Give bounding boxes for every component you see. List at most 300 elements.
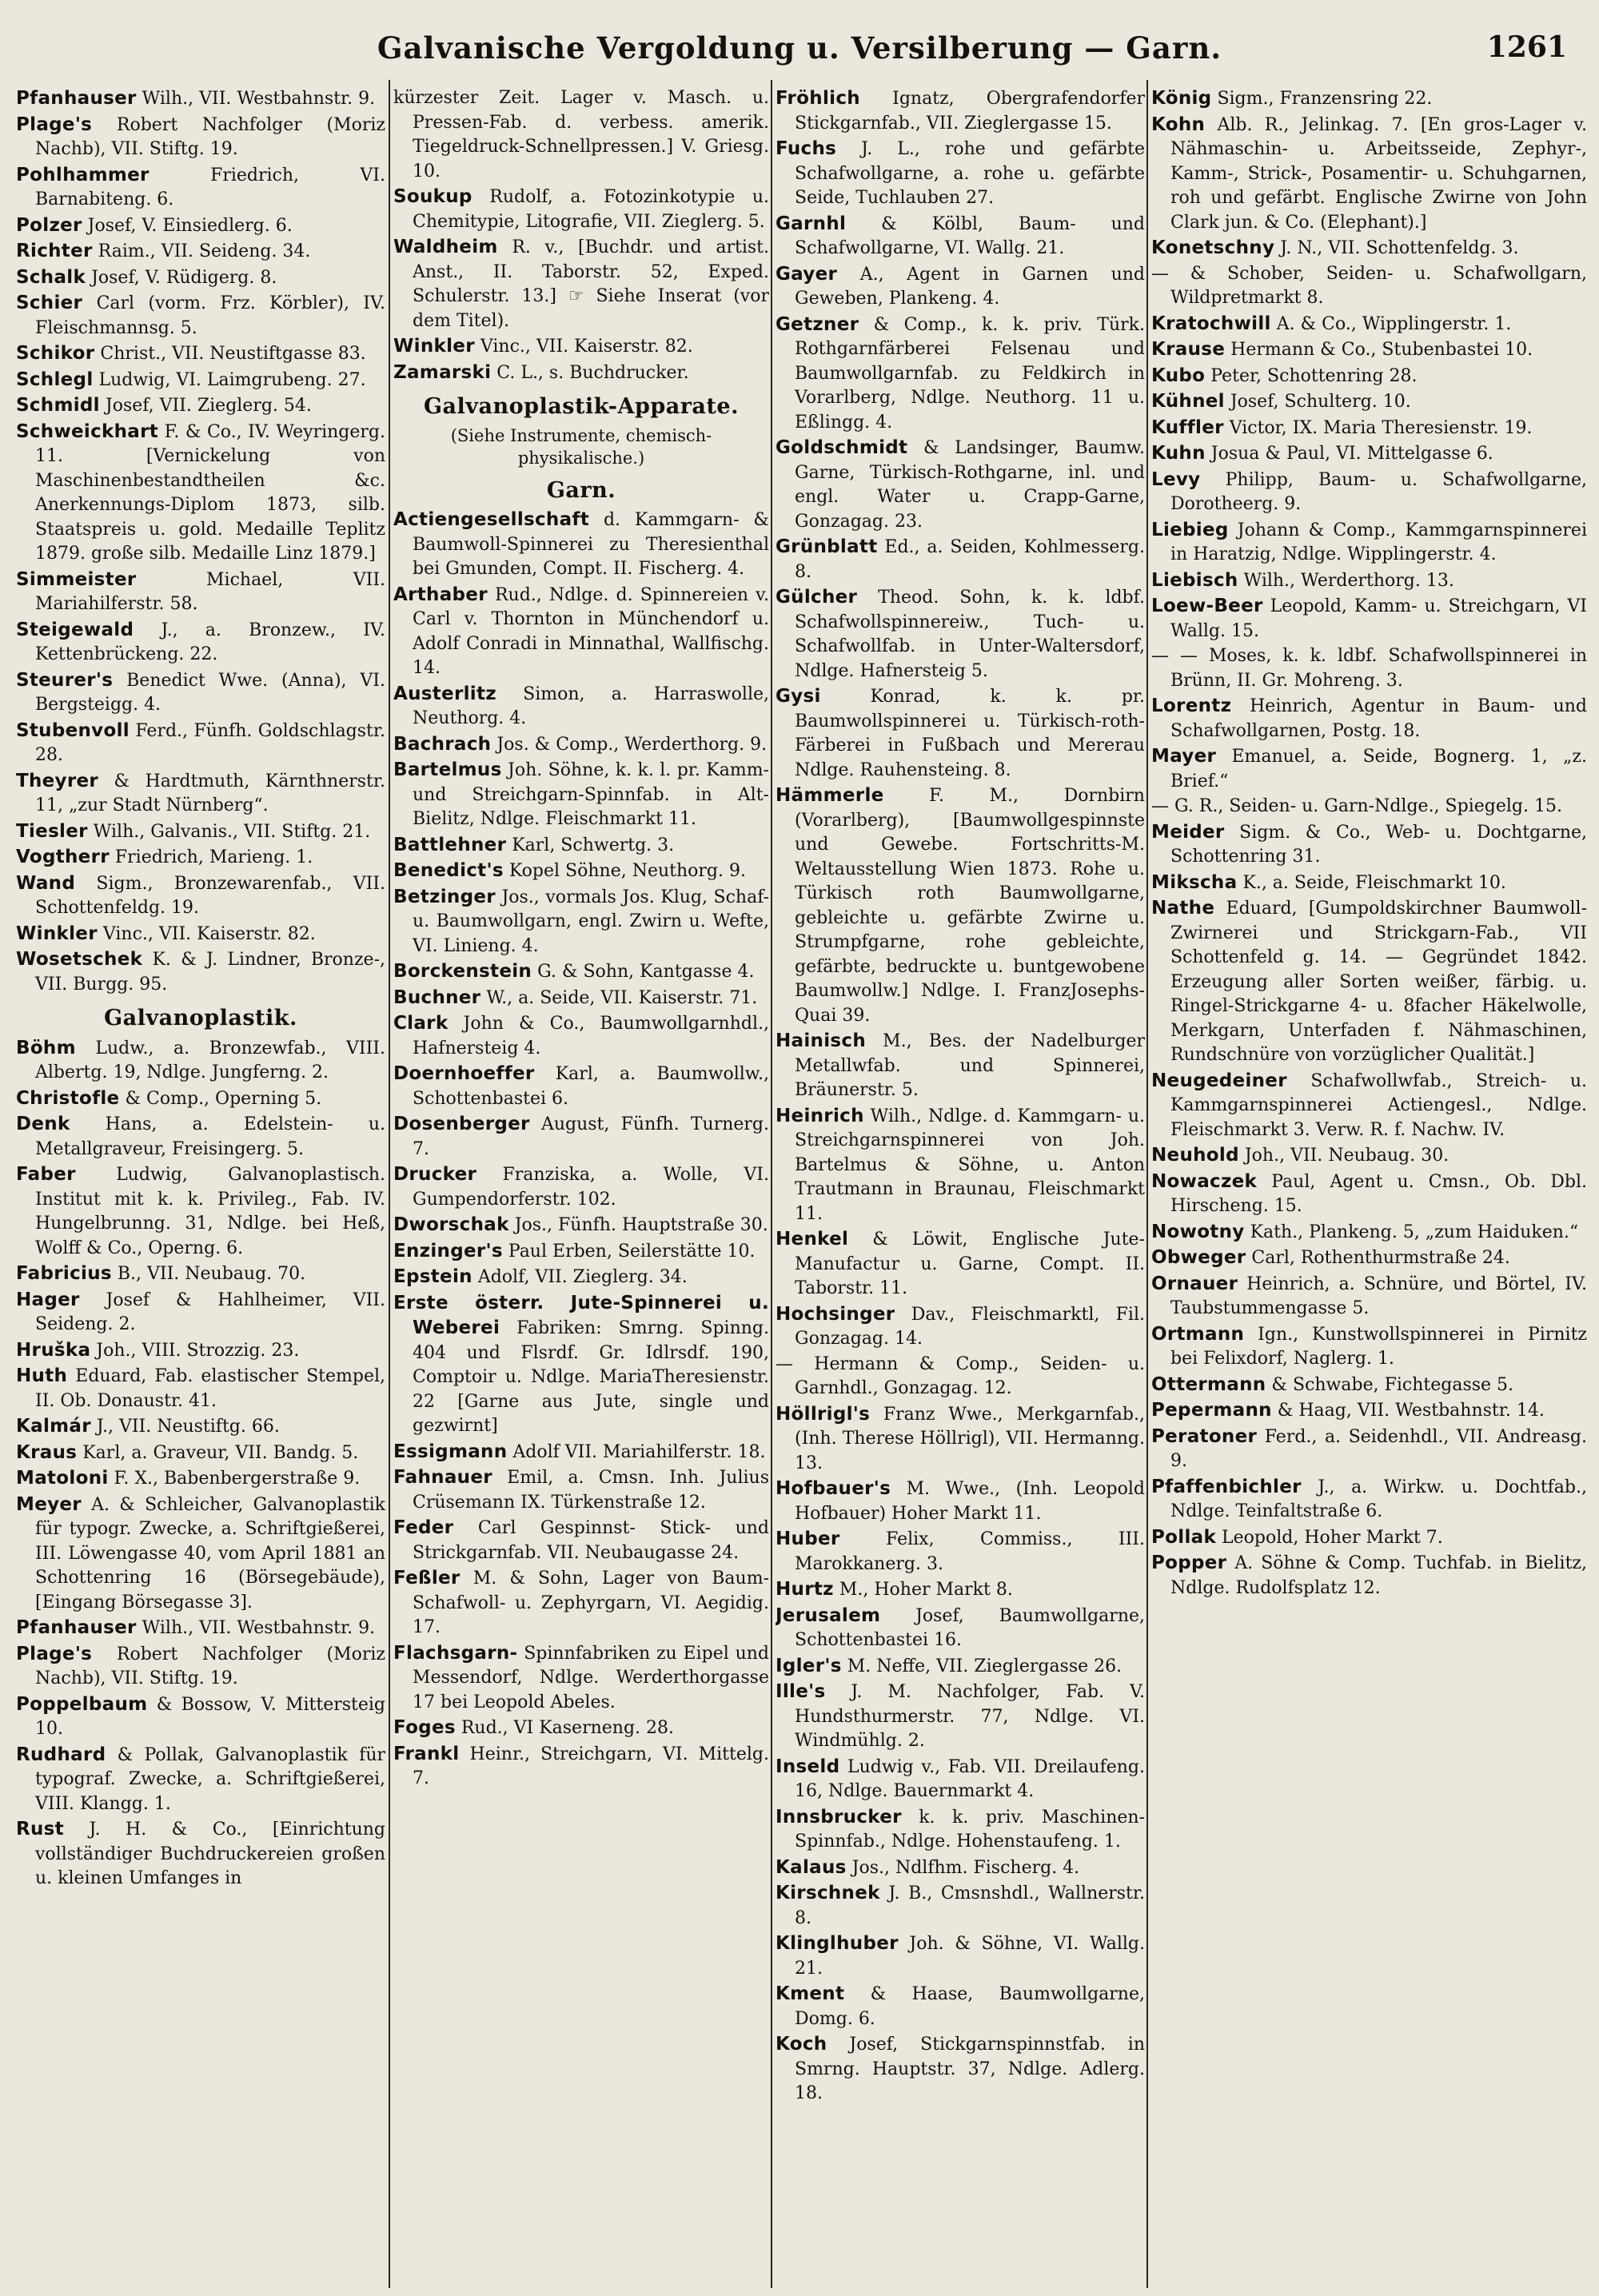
entry-name: Denk (16, 1114, 70, 1134)
entry-name: Plage's (16, 114, 93, 135)
entry-details: F. M., Dornbirn (Vorarlberg), [Baumwollgespinnste und Gewebe. Fortschritts-M. Weltausstellung Wien 1873. Rohe u. Türkisch roth Baumwollgarne, gebleichte u. gefärbte Zwirne u. Strumpfgarne, rohe gebleichte, gefärbte, bedruckte u. buntgewobene Baumwollw.] Ndlge. I. FranzJosephs-Quai 39. (795, 786, 1145, 1026)
entry-details: K., a. Seide, Fleischmarkt 10. (1242, 872, 1506, 893)
entry-details: Joh., VIII. Strozzig. 23. (96, 1340, 300, 1361)
entry-name: Enzinger's (393, 1240, 503, 1262)
directory-entry (393, 859, 769, 884)
entry-name: Doernhoeffer (393, 1063, 535, 1084)
entry-details: Ignatz, Obergrafendorfer Stickgarnfab., VII. Zieglergasse 15. (795, 89, 1145, 134)
entry-details: Ludw., a. Bronzewfab., VIII. Albertg. 19, Ndlge. Jungferng. 2. (35, 1038, 385, 1082)
entry-details: d. Kammgarn- & Baumwoll-Spinnerei zu Theresienthal bei Gmunden, Compt. II. Fischerg. 4. (413, 510, 769, 579)
entry-name: Pepermann (1151, 1400, 1272, 1421)
page-title: Galvanische Vergoldung u. Versilberung — Garn. (377, 30, 1222, 66)
entry-name: König (1151, 88, 1212, 109)
entry-name: Krause (1151, 339, 1226, 360)
entry-details: Ludwig, Galvanoplastisch. Institut mit k. k. Privileg., Fab. IV. Hungelbrunng. 31, Ndlge. bei Heß, Wolff & Co., Operng. 6. (35, 1165, 385, 1258)
directory-entry (16, 1466, 385, 1492)
directory-entry (1151, 1322, 1587, 1372)
directory-entry (393, 1162, 769, 1212)
page-header (0, 27, 1599, 67)
directory-entry (1151, 441, 1587, 467)
entry-details: Eduard, [Gumpoldskirchner Baumwoll-Zwirnerei und Strickgarn-Fab., VII Schottenfeld g. 14. — Gegründet 1842. Erzeugung aller Sorten weißer, färbig. u. Ringel-Strickgarne 4- u. 8facher Häkelwolle, Merkgarn, Unterfaden f. Nähmaschinen, Rundschnüre von vorzüglicher Qualität.] (1170, 899, 1587, 1065)
entry-details: August, Fünfh. Turnerg. 7. (413, 1114, 769, 1159)
entry-details: Josef & Hahlheimer, VII. Seideng. 2. (35, 1290, 385, 1334)
directory-entry (16, 1112, 385, 1162)
directory-entry (393, 986, 769, 1011)
directory-entry (776, 1604, 1145, 1653)
section-heading: Galvanoplastik. (104, 1006, 297, 1030)
entry-details: M. & Sohn, Lager von Baum- Schafwoll- u. Zephyrgarn, VI. Aegidig. 17. (413, 1569, 769, 1637)
entry-name: Kirschnek (776, 1883, 880, 1903)
entry-details: M., Hoher Markt 8. (839, 1580, 1013, 1600)
directory-entry (1151, 86, 1587, 112)
entry-name: Mayer (1151, 746, 1217, 767)
entry-name: Wand (16, 872, 76, 894)
entry-name: Poppelbaum (16, 1693, 148, 1715)
directory-entry (16, 1162, 385, 1261)
entry-name: Christofle (16, 1087, 120, 1109)
directory-entry (776, 1856, 1145, 1881)
directory-entry (16, 113, 385, 162)
entry-name: Faber (16, 1164, 76, 1185)
column-4 (1151, 86, 1587, 2285)
entry-details: Eduard, Fab. elastischer Stempel, II. Ob. Donaustr. 41. (35, 1366, 385, 1411)
entry-details: Johann & Comp., Kammgarnspinnerei in Haratzig, Ndlge. Wipplingerstr. 4. (1170, 520, 1587, 564)
directory-entry (1151, 1143, 1587, 1169)
directory-entry (393, 1112, 769, 1162)
entry-details: Josef, VII. Zieglerg. 54. (105, 396, 312, 416)
entry-name: Fuchs (776, 138, 837, 159)
entry-details: Paul Erben, Seilerstätte 10. (508, 1241, 756, 1262)
entry-name: Höllrigl's (776, 1403, 871, 1425)
entry-name: Drucker (393, 1164, 477, 1185)
entry-name: Grünblatt (776, 536, 878, 557)
directory-entry (1151, 644, 1587, 693)
directory-entry (776, 137, 1145, 211)
entry-details: Philipp, Baum- u. Schafwollgarne, Dorotheerg. 9. (1170, 469, 1587, 514)
entry-name: Neugedeiner (1151, 1070, 1287, 1091)
entry-details: Carl Gespinnst- Stick- und Strickgarnfab. VII. Neubaugasse 24. (413, 1518, 769, 1563)
directory-entry (393, 758, 769, 832)
entry-details: Emil, a. Cmsn. Inh. Julius Crüsemann IX. Türkenstraße 12. (413, 1468, 769, 1513)
directory-entry (776, 1982, 1145, 2031)
entry-details: Felix, Commiss., III. Marokkanerg. 3. (795, 1529, 1145, 1574)
entry-details: Jos. & Comp., Werderthorg. 9. (496, 734, 768, 755)
entry-details: Sigm., Franzensring 22. (1217, 89, 1433, 109)
directory-entry (16, 1364, 385, 1413)
directory-entry (393, 885, 769, 959)
entry-name: Loew-Beer (1151, 596, 1263, 616)
entry-name: Inseld (776, 1756, 840, 1777)
entry-details: & Haag, VII. Westbahnstr. 14. (1277, 1401, 1545, 1421)
entry-name: Waldheim (393, 237, 498, 257)
entry-name: Gysi (776, 686, 821, 707)
entry-details: Rudolf, a. Fotozinkotypie u. Chemitypie, Litografie, VII. Zieglerg. 5. (413, 187, 769, 232)
section-heading: Garn. (546, 477, 616, 503)
directory-entry (16, 947, 385, 997)
directory-entry (1151, 337, 1587, 363)
directory-entry (393, 334, 769, 360)
entry-details: Heinrich, Agentur in Baum- und Schafwollgarnen, Postg. 18. (1170, 696, 1587, 741)
directory-entry (1151, 1170, 1587, 1219)
directory-entry (393, 833, 769, 859)
entry-name: Henkel (776, 1229, 849, 1250)
directory-entry (1151, 113, 1587, 236)
entry-details: — G. R., Seiden- u. Garn-Ndlge., Spiegelg. 15. (1151, 796, 1562, 816)
entry-details: Josef, V. Rüdigerg. 8. (91, 267, 277, 288)
entry-details: A., Agent in Garnen und Geweben, Plankeng. 4. (795, 264, 1145, 309)
entry-name: Konetschny (1151, 237, 1275, 258)
entry-details: Leopold, Kamm- u. Streichgarn, VI Wallg. 15. (1170, 596, 1587, 641)
entry-details: Josef, Stickgarnspinnstfab. in Smrng. Hauptstr. 37, Ndlge. Adlerg. 18. (795, 2035, 1145, 2103)
entry-name: Stubenvoll (16, 719, 130, 741)
directory-entry (1151, 1525, 1587, 1551)
entry-name: Schier (16, 293, 83, 313)
entry-details: — & Schober, Seiden- u. Schafwollgarn, Wildpretmarkt 8. (1151, 263, 1587, 308)
entry-name: Rudhard (16, 1744, 106, 1765)
entry-details: Josef, V. Einsiedlerg. 6. (87, 215, 293, 236)
directory-entry (16, 1036, 385, 1086)
directory-entry (393, 1716, 769, 1741)
entry-name: Richter (16, 241, 93, 261)
entry-details: Michael, VII. Mariahilferstr. 58. (35, 569, 385, 614)
directory-entry (1151, 594, 1587, 644)
directory-entry (1151, 820, 1587, 870)
entry-details: & Haase, Baumwollgarne, Domg. 6. (795, 1984, 1145, 2029)
column-3 (776, 86, 1145, 2285)
entry-details: Robert Nachfolger (Moriz Nachb), VII. Stiftg. 19. (35, 114, 385, 159)
directory-entry (393, 1265, 769, 1290)
entry-name: Kraus (16, 1441, 78, 1463)
entry-details: Adolf, VII. Zieglerg. 34. (477, 1267, 688, 1287)
directory-entry (776, 1931, 1145, 1981)
directory-entry (393, 1062, 769, 1111)
entry-name: Actiengesellschaft (393, 509, 590, 530)
entry-name: Erste österr. Jute-Spinnerei u. Weberei (393, 1292, 769, 1338)
entry-name: Liebieg (1151, 519, 1229, 540)
entry-details: Heinrich, a. Schnüre, und Börtel, IV. Taubstummengasse 5. (1170, 1274, 1587, 1318)
entry-name: Foges (393, 1717, 456, 1738)
directory-entry (776, 1353, 1145, 1401)
entry-details: Rud., VI Kaserneng. 28. (461, 1718, 675, 1738)
entry-name: Ortmann (1151, 1323, 1245, 1345)
entry-name: Schweickhart (16, 421, 159, 442)
entry-details: Friedrich, VI. Barnabiteng. 6. (35, 165, 385, 209)
entry-name: Fröhlich (776, 88, 860, 109)
entry-details: Ign., Kunstwollspinnerei in Pirnitz bei Felixdorf, Naglerg. 1. (1170, 1324, 1587, 1369)
entry-name: Igler's (776, 1655, 842, 1676)
directory-entry (776, 1227, 1145, 1301)
directory-entry (1151, 364, 1587, 389)
directory-entry (1151, 1551, 1587, 1600)
entry-details: K. & J. Lindner, Bronze-, VII. Burgg. 95. (35, 950, 385, 995)
directory-entry (776, 1477, 1145, 1526)
directory-entry (16, 86, 385, 112)
entry-details: Joh. Söhne, k. k. l. pr. Kamm- und Streichgarn-Spinnfab. in Alt-Bielitz, Ndlge. Fleischmarkt 11. (413, 760, 769, 829)
entry-details: Wilh., Galvanis., VII. Stiftg. 21. (93, 821, 371, 842)
directory-entry (393, 583, 769, 681)
entry-name: Hämmerle (776, 785, 884, 806)
entry-name: Simmeister (16, 568, 137, 590)
entry-details: M. Neffe, VII. Zieglergasse 26. (847, 1656, 1122, 1676)
directory-entry (393, 1011, 769, 1061)
directory-entry (776, 1680, 1145, 1754)
entry-details: Franz Wwe., Merkgarnfab., (Inh. Therese Höllrigl), VII. Hermanng. 13. (795, 1404, 1145, 1473)
directory-entry (393, 959, 769, 985)
entry-name: Kuhn (1151, 443, 1206, 464)
entry-name: Buchner (393, 987, 481, 1008)
entry-name: Peratoner (1151, 1425, 1258, 1447)
entry-details: Victor, IX. Maria Theresienstr. 19. (1229, 417, 1533, 438)
entry-details: Franziska, a. Wolle, VI. Gumpendorferstr. 102. (413, 1165, 769, 1210)
entry-name: Nathe (1151, 898, 1215, 919)
entry-details: F. X., Babenbergerstraße 9. (114, 1469, 361, 1489)
directory-entry (16, 871, 385, 921)
entry-details: Josua & Paul, VI. Mittelgasse 6. (1210, 444, 1493, 464)
directory-entry (1151, 468, 1587, 517)
entry-details: F. & Co., IV. Weyringerg. 11. [Vernickelung von Maschinenbestandtheilen &c. Anerkennungs-Diplom 1873, silb. Staatspreis u. gold. Medaille Teplitz 1879. große silb. Medaille Linz 1879.] (35, 421, 385, 564)
entry-name: Battlehner (393, 834, 507, 855)
entry-name: Nowaczek (1151, 1170, 1258, 1192)
directory-entry (776, 436, 1145, 534)
entry-details: Theod. Sohn, k. k. ldbf. Schafwollspinnereiw., Tuch- u. Schafwollfab. in Unter-Waltersdorf, Ndlge. Hafnersteig 5. (795, 588, 1145, 681)
directory-entry (776, 1755, 1145, 1804)
directory-entry (393, 1213, 769, 1238)
entry-details: Josef, Baumwollgarne, Schottenbastei 16. (795, 1605, 1145, 1650)
directory-entry (16, 1817, 385, 1891)
entry-details: Robert Nachfolger (Moriz Nachb), VII. Stiftg. 19. (35, 1644, 385, 1688)
entry-name: Ottermann (1151, 1373, 1266, 1395)
entry-name: Vogtherr (16, 847, 110, 867)
directory-entry (776, 535, 1145, 584)
entry-name: Kuffler (1151, 417, 1224, 438)
directory-entry (393, 1641, 769, 1716)
directory-entry (16, 1493, 385, 1616)
entry-details: Ferd., Fünfh. Goldschlagstr. 28. (35, 720, 385, 765)
entry-name: Mikscha (1151, 871, 1238, 893)
directory-entry (1151, 1398, 1587, 1424)
entry-name: Meider (1151, 821, 1225, 843)
entry-name: Lorentz (1151, 696, 1232, 716)
entry-details: Hans, a. Edelstein- u. Metallgraveur, Freisingerg. 5. (35, 1114, 385, 1159)
entry-details: Spinnfabriken zu Eipel und Messendorf, Ndlge. Werderthorgasse 17 bei Leopold Abeles. (413, 1643, 769, 1712)
entry-name: Steurer's (16, 669, 114, 691)
entry-details: & Comp., Operning 5. (125, 1088, 322, 1109)
directory-entry (16, 420, 385, 567)
directory-entry (393, 682, 769, 731)
entry-name: Kühnel (1151, 391, 1225, 412)
column-divider (389, 80, 390, 2288)
entry-details: Schafwollwfab., Streich- u. Kammgarnspinnerei Actiengesl., Ndlge. Fleischmarkt 3. Verw. R. f. Nachw. IV. (1170, 1070, 1587, 1140)
directory-entry (16, 291, 385, 341)
entry-details: Leopold, Hoher Markt 7. (1222, 1527, 1443, 1548)
directory-entry (1151, 236, 1587, 261)
entry-name: Fabricius (16, 1263, 112, 1284)
directory-entry (1151, 744, 1587, 794)
entry-name: Hainisch (776, 1030, 867, 1051)
entry-details: Dav., Fleischmarktl, Fil. Gonzagag. 14. (795, 1304, 1145, 1349)
entry-name: Pfanhauser (16, 1617, 137, 1638)
directory-entry (776, 212, 1145, 261)
entry-name: Hurtz (776, 1579, 834, 1600)
entry-details: Sigm., Bronzewarenfab., VII. Schottenfeldg. 19. (35, 873, 385, 918)
directory-entry (776, 2032, 1145, 2107)
entry-details: Jos., vormals Jos. Klug, Schaf- u. Baumwollgarn, engl. Zwirn u. Wefte, VI. Linieng. 4. (413, 887, 769, 956)
entry-name: Theyrer (16, 770, 99, 791)
entry-details: Josef, Schulterg. 10. (1230, 392, 1411, 412)
section-note: (Siehe Instrumente, chemisch-physikalische.) (450, 425, 712, 468)
directory-entry (16, 341, 385, 367)
entry-details: Paul, Agent u. Cmsn., Ob. Dbl. Hirscheng. 15. (1170, 1171, 1587, 1216)
directory-entry (393, 1465, 769, 1515)
entry-details: Simon, a. Harraswolle, Neuthorg. 4. (413, 684, 769, 728)
entry-details: Ferd., a. Seidenhdl., VII. Andreasg. 9. (1170, 1426, 1587, 1471)
entry-name: Polzer (16, 214, 82, 236)
entry-name: Dosenberger (393, 1114, 530, 1134)
directory-entry (393, 1440, 769, 1465)
entry-name: Neuhold (1151, 1145, 1239, 1166)
entry-details: — Hermann & Comp., Seiden- u. Garnhdl., Gonzagag. 12. (776, 1353, 1145, 1398)
entry-details: Friedrich, Marieng. 1. (114, 847, 313, 867)
entry-details: kürzester Zeit. Lager v. Masch. u. Pressen-Fab. d. verbess. amerik. Tiegeldruck-Schnellpressen.] V. Griesg. 10. (393, 88, 769, 181)
entry-name: Pollak (1151, 1526, 1217, 1548)
directory-entry (16, 719, 385, 768)
entry-name: Benedict's (393, 860, 504, 881)
directory-entry (16, 1338, 385, 1364)
entry-name: Kratochwill (1151, 313, 1271, 334)
entry-details: Peter, Schottenring 28. (1210, 365, 1418, 386)
directory-entry (16, 1743, 385, 1817)
entry-name: Tiesler (16, 820, 88, 842)
entry-details: — — Moses, k. k. ldbf. Schafwollspinnerei in Brünn, II. Gr. Mohreng. 3. (1151, 646, 1587, 691)
directory-entry (393, 1291, 769, 1439)
entry-details: Vinc., VII. Kaiserstr. 82. (102, 923, 316, 944)
entry-name: Schmidl (16, 395, 100, 416)
entry-name: Essigmann (393, 1441, 508, 1462)
directory-entry (776, 262, 1145, 312)
entry-details: Ed., a. Seiden, Kohlmesserg. 8. (795, 537, 1145, 582)
entry-details: M. Wwe., (Inh. Leopold Hofbauer) Hoher Markt 11. (795, 1479, 1145, 1524)
entry-details: C. L., s. Buchdrucker. (496, 362, 689, 383)
entry-details: & Kölbl, Baum- und Schafwollgarne, VI. Wallg. 21. (795, 213, 1145, 258)
entry-name: Dworschak (393, 1214, 509, 1235)
directory-entry (16, 668, 385, 718)
entry-details: Wilh., Ndlge. d. Kammgarn- u. Streichgarnspinnerei von Joh. Bartelmus & Söhne, u. Anton Trautmann in Braunau, Fleischmarkt 11. (795, 1106, 1145, 1224)
directory-entry (1151, 262, 1587, 311)
directory-entry (776, 1805, 1145, 1855)
entry-name: Jerusalem (776, 1604, 881, 1626)
entry-name: Flachsgarn- (393, 1642, 518, 1664)
directory-entry (16, 1086, 385, 1112)
entry-name: Winkler (393, 336, 475, 357)
entry-details: Carl, Rothenthurmstraße 24. (1251, 1248, 1510, 1268)
entry-name: Hruška (16, 1339, 91, 1361)
directory-entry (16, 769, 385, 819)
directory-entry (16, 819, 385, 845)
entry-details: J. H. & Co., [Einrichtung vollständiger Buchdruckereien großen u. kleinen Umfanges in (35, 1820, 385, 1888)
entry-details: A. Söhne & Comp. Tuchfab. in Bielitz, Ndlge. Rudolfsplatz 12. (1170, 1553, 1587, 1598)
directory-entry (16, 393, 385, 419)
entry-details: J. N., VII. Schottenfeldg. 3. (1280, 238, 1519, 258)
column-2 (393, 86, 769, 2285)
directory-entry (776, 1654, 1145, 1680)
entry-details: W., a. Seide, VII. Kaiserstr. 71. (486, 987, 758, 1008)
entry-details: J., VII. Neustiftg. 66. (96, 1417, 280, 1437)
entry-details: Raim., VII. Seideng. 34. (98, 241, 311, 261)
directory-entry (776, 1402, 1145, 1477)
directory-entry (16, 568, 385, 617)
entry-details: Emanuel, a. Seide, Bognerg. 1, „z. Brief.“ (1170, 747, 1587, 791)
directory-entry (393, 361, 769, 386)
directory-entry (1151, 1272, 1587, 1321)
directory-entry (393, 1566, 769, 1640)
directory-entry (16, 368, 385, 393)
section-heading: Galvanoplastik-Apparate. (424, 394, 739, 419)
entry-name: Kubo (1151, 365, 1206, 386)
entry-name: Kalmár (16, 1416, 91, 1437)
entry-details: Wilh., VII. Westbahnstr. 9. (142, 89, 376, 109)
entry-name: Gülcher (776, 587, 858, 608)
directory-entry (1151, 389, 1587, 415)
entry-name: Steigewald (16, 619, 134, 640)
directory-entry (16, 1288, 385, 1337)
directory-entry (776, 1577, 1145, 1603)
entry-details: Alb. R., Jelinkag. 7. [En gros-Lager v. Nähmaschin- u. Arbeitsseide, Zephyr-, Kamm-, Strick-, Posamentir- u. Schuhgarnen, roh und gefärbt. Englische Zwirne von John Clark jun. & Co. (Elephant).] (1170, 114, 1587, 233)
directory-entry (1151, 1425, 1587, 1474)
directory-entry (16, 163, 385, 213)
directory-entry (1151, 1373, 1587, 1398)
entry-details: Vinc., VII. Kaiserstr. 82. (480, 337, 693, 357)
entry-details: G. & Sohn, Kantgasse 4. (537, 962, 755, 982)
directory-entry (1151, 518, 1587, 568)
entry-details: Karl, Schwertg. 3. (512, 835, 675, 855)
entry-name: Schikor (16, 343, 95, 364)
directory-entry (16, 922, 385, 947)
entry-details: & Schwabe, Fichtegasse 5. (1271, 1374, 1514, 1395)
entry-name: Schalk (16, 266, 86, 288)
entry-details: & Hardtmuth, Kärnthnerstr. 11, „zur Stadt Nürnberg“. (35, 771, 385, 815)
entry-name: Böhm (16, 1037, 76, 1058)
entry-details: Karl, a. Graveur, VII. Bandg. 5. (82, 1442, 359, 1463)
directory-entry (16, 1262, 385, 1287)
entry-details: J., a. Bronzew., IV. Kettenbrückeng. 22. (35, 620, 385, 664)
entry-details: Adolf VII. Mariahilferstr. 18. (512, 1441, 766, 1462)
directory-entry (776, 1302, 1145, 1352)
directory-entry (16, 1441, 385, 1466)
entry-details: Hermann & Co., Stubenbastei 10. (1230, 340, 1533, 360)
entry-details: Benedict Wwe. (Anna), VI. Bergsteigg. 4. (35, 670, 385, 715)
entry-details: Christ., VII. Neustiftgasse 83. (100, 344, 366, 364)
directory-entry (1151, 1069, 1587, 1143)
directory-entry (776, 86, 1145, 136)
directory-entry (16, 618, 385, 668)
directory-entry (1151, 896, 1587, 1068)
entry-name: Matoloni (16, 1468, 109, 1489)
directory-entry (1151, 568, 1587, 594)
directory-entry (16, 845, 385, 871)
entry-name: Borckenstein (393, 961, 532, 982)
directory-entry (1151, 871, 1587, 896)
entry-name: Levy (1151, 468, 1201, 490)
entry-details: R. v., [Buchdr. und artist. Anst., II. Taborstr. 52, Exped. Schulerstr. 13.] ☞ Siehe Inserat (vor dem Titel). (413, 237, 769, 331)
entry-name: Epstein (393, 1266, 473, 1287)
directory-entry (393, 1742, 769, 1792)
entry-details: Heinr., Streichgarn, VI. Mittelg. 7. (413, 1744, 769, 1788)
entry-name: Bartelmus (393, 759, 502, 780)
entry-details: Joh., VII. Neubaug. 30. (1244, 1146, 1449, 1166)
entry-details: k. k. priv. Maschinen-Spinnfab., Ndlge. Hohenstaufeng. 1. (795, 1807, 1145, 1852)
entry-details: M., Bes. der Nadelburger Metallwfab. und Spinnerei, Bräunerstr. 5. (795, 1031, 1145, 1100)
entry-details: Joh. & Söhne, VI. Wallg. 21. (795, 1934, 1145, 1979)
